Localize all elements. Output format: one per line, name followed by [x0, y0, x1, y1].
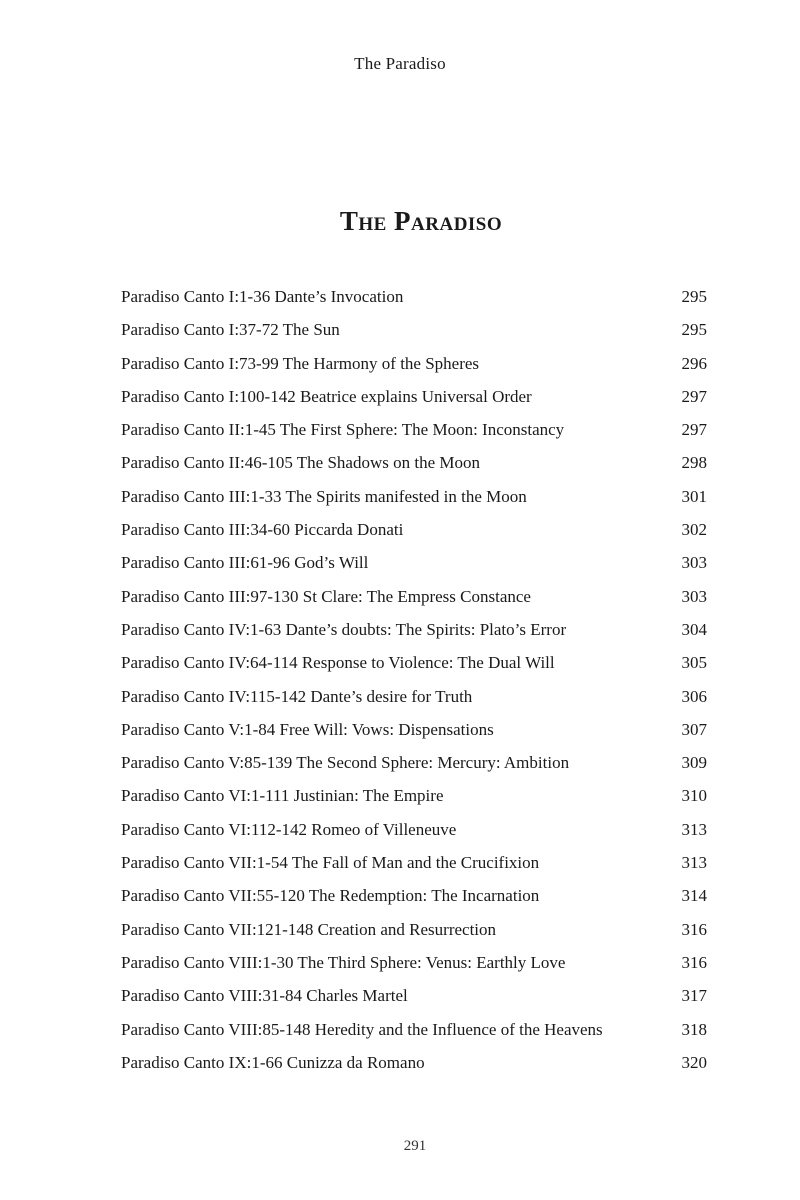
toc-entry-page: 317	[681, 986, 707, 1006]
toc-entry-page: 296	[681, 353, 707, 373]
toc-entry-title: Paradiso Canto VII:55-120 The Redemption: The Incarnation	[121, 886, 540, 906]
toc-entry-page: 305	[681, 653, 707, 673]
toc-entry-title: Paradiso Canto II:1-45 The First Sphere: The Moon: Inconstancy	[121, 420, 565, 440]
toc-entry-title: Paradiso Canto IV:115-142 Dante’s desire for Truth	[121, 686, 473, 706]
toc-entry-page: 298	[681, 453, 707, 473]
toc-entry[interactable]	[121, 782, 707, 815]
toc-entry-page: 309	[681, 753, 707, 773]
toc-entry-page: 313	[681, 819, 707, 839]
toc-entry[interactable]	[121, 549, 707, 582]
toc-entry-page: 316	[681, 952, 707, 972]
toc-entry-title: Paradiso Canto III:1-33 The Spirits manifested in the Moon	[121, 486, 527, 506]
toc-entry[interactable]	[121, 949, 707, 982]
toc-entry-title: Paradiso Canto VI:112-142 Romeo of Villeneuve	[121, 819, 457, 839]
toc-entry-page: 295	[681, 320, 707, 340]
page-number: 291	[403, 1138, 427, 1154]
toc-entry-title: Paradiso Canto VIII:31-84 Charles Martel	[121, 986, 408, 1006]
toc-entry-page: 297	[681, 386, 707, 406]
toc-entry-title: Paradiso Canto IV:64-114 Response to Violence: The Dual Will	[121, 653, 555, 673]
toc-entry-title: Paradiso Canto IX:1-66 Cunizza da Romano	[121, 1052, 425, 1072]
running-header: The Paradiso	[354, 54, 446, 73]
toc-entry[interactable]	[121, 316, 707, 349]
toc-entry-title: Paradiso Canto IV:1-63 Dante’s doubts: The Spirits: Plato’s Error	[121, 619, 567, 639]
toc-entry-page: 316	[681, 919, 707, 939]
toc-entry-title: Paradiso Canto I:1-36 Dante’s Invocation	[121, 287, 404, 306]
toc-entry-title: Paradiso Canto VI:1-111 Justinian: The Empire	[121, 786, 444, 806]
toc-entry[interactable]	[121, 449, 707, 482]
toc-entry[interactable]	[121, 383, 707, 416]
toc-entry[interactable]	[121, 1016, 707, 1049]
toc-entry-title: Paradiso Canto I:73-99 The Harmony of the Spheres	[121, 353, 480, 373]
toc-entry-title: Paradiso Canto III:97-130 St Clare: The Empress Constance	[121, 586, 531, 606]
toc-entry[interactable]	[121, 350, 707, 383]
toc-entry-page: 303	[681, 553, 707, 573]
toc-entry-page: 297	[681, 420, 707, 440]
toc-entry-page: 314	[681, 886, 707, 906]
toc-entry-title: Paradiso Canto III:34-60 Piccarda Donati	[121, 520, 404, 540]
toc-entry[interactable]	[121, 583, 707, 616]
toc-entry-page: 313	[681, 853, 707, 873]
toc-entry-page: 320	[681, 1052, 707, 1072]
toc-entry-title: Paradiso Canto VIII:1-30 The Third Sphere: Venus: Earthly Love	[121, 952, 566, 972]
toc-entry-title: Paradiso Canto VII:121-148 Creation and Resurrection	[121, 919, 497, 939]
toc-entry[interactable]	[121, 1049, 707, 1082]
toc-entry[interactable]	[121, 849, 707, 882]
toc-entry[interactable]	[121, 516, 707, 549]
toc-entry-title: Paradiso Canto V:1-84 Free Will: Vows: Dispensations	[121, 719, 494, 739]
toc-entry[interactable]	[121, 616, 707, 649]
table-of-contents	[121, 283, 707, 1082]
toc-entry-page: 307	[681, 719, 707, 739]
toc-entry[interactable]	[121, 882, 707, 915]
toc-entry-page: 302	[681, 520, 707, 540]
toc-entry-title: Paradiso Canto VIII:85-148 Heredity and the Influence of the Heavens	[121, 1019, 603, 1039]
toc-entry[interactable]	[121, 483, 707, 516]
toc-entry[interactable]	[121, 683, 707, 716]
page-title: The Paradiso	[339, 206, 503, 236]
toc-entry-title: Paradiso Canto VII:1-54 The Fall of Man and the Crucifixion	[121, 853, 540, 873]
toc-entry-page: 310	[681, 786, 707, 806]
toc-entry-page: 301	[681, 486, 707, 506]
toc-entry[interactable]	[121, 283, 707, 316]
toc-entry-title: Paradiso Canto II:46-105 The Shadows on the Moon	[121, 453, 481, 473]
toc-entry[interactable]	[121, 416, 707, 449]
toc-entry[interactable]	[121, 916, 707, 949]
toc-entry[interactable]	[121, 749, 707, 782]
toc-entry-title: Paradiso Canto III:61-96 God’s Will	[121, 553, 369, 573]
toc-entry-page: 303	[681, 586, 707, 606]
toc-entry[interactable]	[121, 716, 707, 749]
toc-entry[interactable]	[121, 649, 707, 682]
toc-entry[interactable]	[121, 816, 707, 849]
toc-entry[interactable]	[121, 982, 707, 1015]
toc-entry-title: Paradiso Canto I:37-72 The Sun	[121, 320, 340, 340]
toc-entry-title: Paradiso Canto I:100-142 Beatrice explains Universal Order	[121, 386, 532, 406]
toc-entry-page: 304	[681, 619, 707, 639]
toc-entry-title: Paradiso Canto V:85-139 The Second Sphere: Mercury: Ambition	[121, 753, 570, 773]
toc-entry-page: 295	[681, 287, 707, 306]
toc-entry-page: 318	[681, 1019, 707, 1039]
toc-entry-page: 306	[681, 686, 707, 706]
